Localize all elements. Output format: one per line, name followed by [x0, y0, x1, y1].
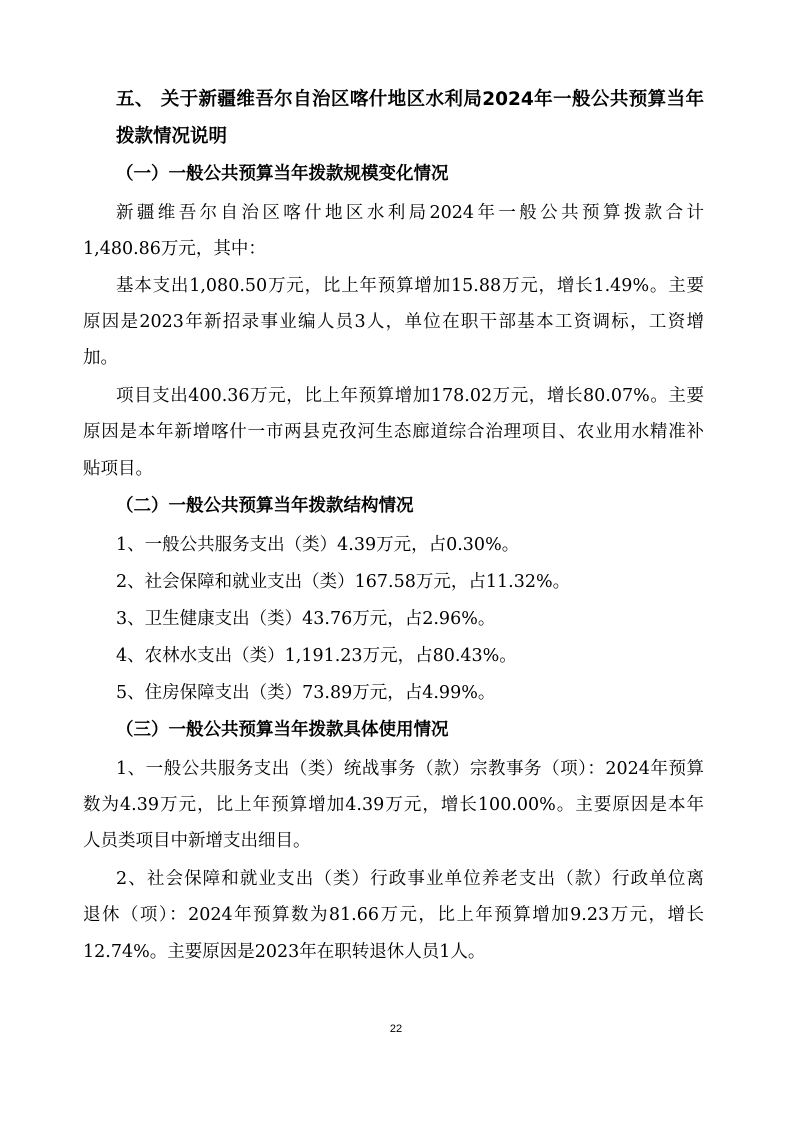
paragraph-line: 原因是2023年新招录事业编人员3人，单位在职干部基本工资调标，工资增 — [83, 312, 704, 332]
paragraph-line: 新疆维吾尔自治区喀什地区水利局2024年一般公共预算拨款合计 — [116, 203, 704, 223]
subsection-heading-1: （一）一般公共预算当年拨款规模变化情况 — [116, 164, 449, 184]
paragraph-line: 数为4.39万元，比上年预算增加4.39万元，增长100.00%。主要原因是本年 — [83, 795, 704, 815]
section-heading: 五、 关于新疆维吾尔自治区喀什地区水利局2024年一般公共预算当年 — [116, 89, 704, 110]
subsection-heading-3: （三）一般公共预算当年拨款具体使用情况 — [116, 720, 449, 740]
paragraph-line: 基本支出1,080.50万元，比上年预算增加15.88万元，增长1.49%。主要 — [116, 276, 704, 296]
paragraph-line: 人员类项目中新增支出细目。 — [83, 831, 311, 851]
paragraph-line: 12.74%。主要原因是2023年在职转退休人员1人。 — [83, 942, 486, 962]
list-item: 1、一般公共服务支出（类）4.39万元，占0.30%。 — [116, 535, 520, 555]
paragraph-line: 2、社会保障和就业支出（类）行政事业单位养老支出（款）行政单位离 — [116, 869, 704, 889]
list-item: 4、农林水支出（类）1,191.23万元，占80.43%。 — [116, 646, 517, 666]
subsection-heading-2: （二）一般公共预算当年拨款结构情况 — [116, 496, 414, 516]
paragraph-line: 项目支出400.36万元，比上年预算增加178.02万元，增长80.07%。主要 — [116, 386, 704, 406]
paragraph-line: 加。 — [83, 348, 118, 368]
paragraph-line: 贴项目。 — [83, 459, 153, 479]
section-heading-continued: 拨款情况说明 — [116, 126, 228, 147]
paragraph-line: 原因是本年新增喀什一市两县克孜河生态廊道综合治理项目、农业用水精准补 — [83, 422, 704, 442]
paragraph-line: 1,480.86万元，其中： — [83, 239, 266, 259]
paragraph-line: 退休（项）：2024年预算数为81.66万元，比上年预算增加9.23万元，增长 — [83, 905, 704, 925]
paragraph-line: 1、一般公共服务支出（类）统战事务（款）宗教事务（项）：2024年预算 — [116, 759, 704, 779]
list-item: 3、卫生健康支出（类）43.76万元，占2.96%。 — [116, 609, 496, 629]
page-number: 22 — [389, 1023, 403, 1035]
list-item: 2、社会保障和就业支出（类）167.58万元，占11.32%。 — [116, 572, 571, 592]
list-item: 5、住房保障支出（类）73.89万元，占4.99%。 — [116, 683, 496, 703]
